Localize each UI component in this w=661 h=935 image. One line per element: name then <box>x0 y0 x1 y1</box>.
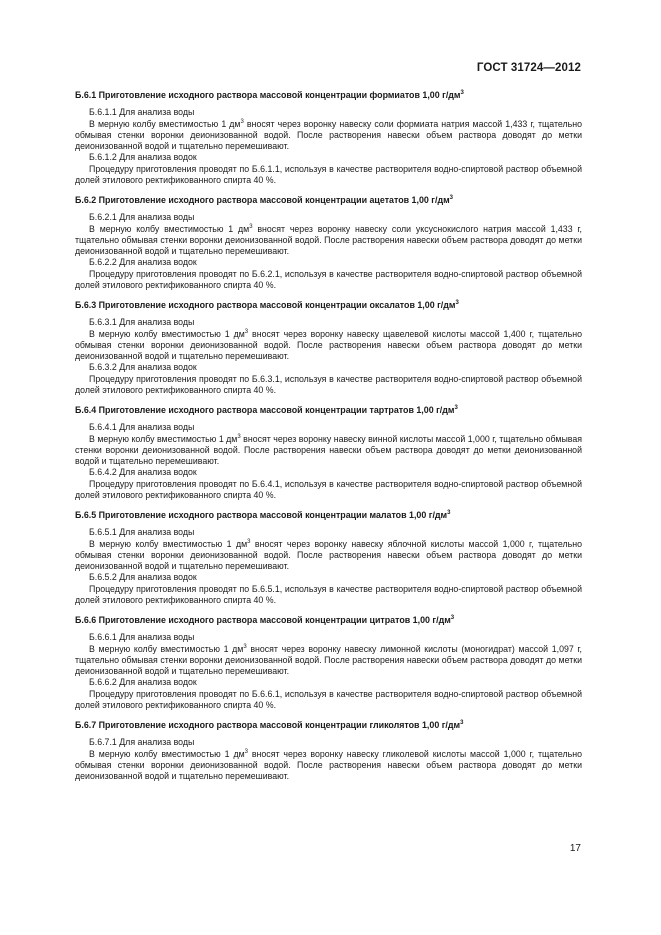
procedure-vodka: Процедуру приготовления проводят по Б.6.3.1, используя в качестве растворителя водно-спиртовой раствор объемной долей этилового ректификованного спирта 40 %. <box>75 373 582 395</box>
procedure-vodka: Процедуру приготовления проводят по Б.6.2.1, используя в качестве растворителя водно-спиртовой раствор объемной долей этилового ректификованного спирта 40 %. <box>75 268 582 290</box>
subsection-vodka-label: Б.6.6.2 Для анализа водок <box>89 677 197 688</box>
subsection-vodka-label: Б.6.1.2 Для анализа водок <box>89 152 197 163</box>
procedure-water: В мерную колбу вместимостью 1 $дм^3$ вносят через воронку навеску соли формиата натрия массой 1,433 г, тщательно обмывая стенки воронки деионизованной водой. После растворения навески объем раствора доводят до метки деионизованной водой и тщательно перемешивают. <box>75 118 582 151</box>
procedure-vodka: Процедуру приготовления проводят по Б.6.4.1, используя в качестве растворителя водно-спиртовой раствор объемной долей этилового ректификованного спирта 40 %. <box>75 478 582 500</box>
subsection-vodka-label: Б.6.4.2 Для анализа водок <box>89 467 197 478</box>
subsection-water-label: Б.6.6.1 Для анализа воды <box>89 632 195 643</box>
procedure-water: В мерную колбу вместимостью 1 $дм^3$ вносят через воронку навеску винной кислоты массой 1,000 г, тщательно обмывая стенки воронки деионизованной водой. После растворения навески объем раствора доводят до метки деионизованной водой и тщательно перемешивают. <box>75 433 582 466</box>
section-acetates <box>75 195 582 291</box>
section-heading: Б.6.6 Приготовление исходного раствора массовой концентрации цитратов 1,00 $г/дм^3$ <box>75 615 455 625</box>
section-malates <box>75 510 582 606</box>
subsection-vodka-label: Б.6.5.2 Для анализа водок <box>89 572 197 583</box>
subsection-vodka-label: Б.6.2.2 Для анализа водок <box>89 257 197 268</box>
section-heading: Б.6.2 Приготовление исходного раствора массовой концентрации ацетатов 1,00 $г/дм^3$ <box>75 195 454 205</box>
procedure-vodka: Процедуру приготовления проводят по Б.6.6.1, используя в качестве растворителя водно-спиртовой раствор объемной долей этилового ректификованного спирта 40 %. <box>75 688 582 710</box>
subsection-water-label: Б.6.3.1 Для анализа воды <box>89 317 195 328</box>
procedure-water: В мерную колбу вместимостью 1 $дм^3$ вносят через воронку навеску лимонной кислоты (моногидрат) массой 1,097 г, тщательно обмывая стенки воронки деионизованной водой. После растворения навески объем раствора доводят до метки деионизованной водой и тщательно перемешивают. <box>75 643 582 676</box>
section-heading: Б.6.1 Приготовление исходного раствора массовой концентрации формиатов 1,00 $г/дм^3$ <box>75 90 464 100</box>
page-number: 17 <box>569 843 581 854</box>
procedure-vodka: Процедуру приготовления проводят по Б.6.5.1, используя в качестве растворителя водно-спиртовой раствор объемной долей этилового ректификованного спирта 40 %. <box>75 583 582 605</box>
section-heading: Б.6.4 Приготовление исходного раствора массовой концентрации тартратов 1,00 $г/дм^3$ <box>75 405 458 415</box>
subsection-water-label: Б.6.5.1 Для анализа воды <box>89 527 195 538</box>
document-body <box>75 90 582 791</box>
section-heading: Б.6.3 Приготовление исходного раствора массовой концентрации оксалатов 1,00 $г/дм^3$ <box>75 300 459 310</box>
subsection-vodka-label: Б.6.3.2 Для анализа водок <box>89 362 197 373</box>
section-heading: Б.6.5 Приготовление исходного раствора массовой концентрации малатов 1,00 $г/дм^3$ <box>75 510 451 520</box>
subsection-water-label: Б.6.2.1 Для анализа воды <box>89 212 195 223</box>
section-citrates <box>75 615 582 711</box>
subsection-water-label: Б.6.1.1 Для анализа воды <box>89 107 195 118</box>
procedure-water: В мерную колбу вместимостью 1 $дм^3$ вносят через воронку навеску яблочной кислоты массой 1,000 г, тщательно обмывая стенки воронки деионизованной водой. После растворения навески объем раствора доводят до метки деионизованной водой и тщательно перемешивают. <box>75 538 582 571</box>
document-header: ГОСТ 31724—2012 <box>476 62 581 74</box>
section-tartrates <box>75 405 582 501</box>
procedure-water: В мерную колбу вместимостью 1 $дм^3$ вносят через воронку навеску щавелевой кислоты массой 1,400 г, тщательно обмывая стенки воронки деионизованной водой. После растворения навески объем раствора доводят до метки деионизованной водой и тщательно перемешивают. <box>75 328 582 361</box>
section-oxalates <box>75 300 582 396</box>
subsection-water-label: Б.6.4.1 Для анализа воды <box>89 422 195 433</box>
section-formates <box>75 90 582 186</box>
procedure-water: В мерную колбу вместимостью 1 $дм^3$ вносят через воронку навеску гликолевой кислоты массой 1,000 г, тщательно обмывая стенки воронки деионизованной водой. После растворения навески объем раствора доводят до метки деионизованной водой и тщательно перемешивают. <box>75 748 582 781</box>
procedure-water: В мерную колбу вместимостью 1 $дм^3$ вносят через воронку навеску соли уксуснокислого натрия массой 1,433 г, тщательно обмывая стенки воронки деионизованной водой. После растворения навески объем раствора доводят до метки деионизованной водой и тщательно перемешивают. <box>75 223 582 256</box>
section-glycolates <box>75 720 582 782</box>
procedure-vodka: Процедуру приготовления проводят по Б.6.1.1, используя в качестве растворителя водно-спиртовой раствор объемной долей этилового ректификованного спирта 40 %. <box>75 163 582 185</box>
subsection-water-label: Б.6.7.1 Для анализа воды <box>89 737 195 748</box>
section-heading: Б.6.7 Приготовление исходного раствора массовой концентрации гликолятов 1,00 $г/дм^3$ <box>75 720 464 730</box>
